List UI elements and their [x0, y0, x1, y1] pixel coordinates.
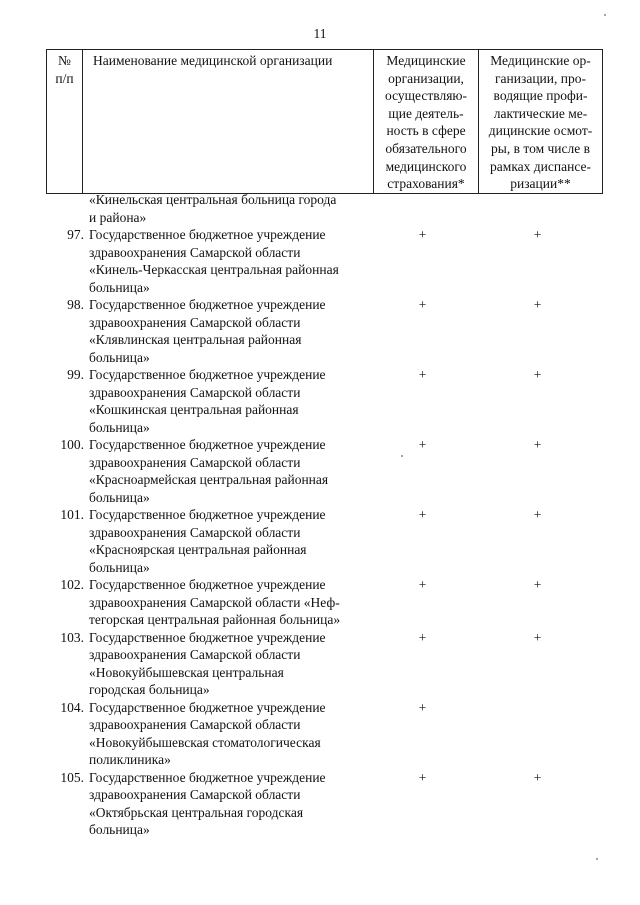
oms-mark: + [418, 577, 427, 592]
prophylactic-mark: + [533, 367, 542, 382]
table-row [46, 226, 602, 296]
organization-name-line: Государственное бюджетное учреждение [89, 367, 326, 382]
organization-name [84, 699, 370, 769]
organization-name-line: «Клявлинская центральная районная [89, 332, 302, 347]
row-number: 97. [67, 227, 84, 242]
scan-speck [604, 14, 606, 16]
organization-name-line: здравоохранения Самарской области [89, 314, 301, 330]
page-number: 11 [313, 26, 327, 41]
row-number: 104. [60, 699, 84, 715]
header-prophylactic-column [479, 50, 603, 194]
scan-speck [596, 858, 598, 860]
header-number-column [47, 50, 83, 194]
oms-mark: + [418, 227, 427, 242]
table-header [46, 49, 603, 194]
header-oms-column [374, 50, 479, 194]
oms-mark: + [418, 699, 427, 715]
header-text-line: Медицинские [386, 53, 466, 68]
organization-name [84, 296, 370, 366]
organization-name-line: больница» [89, 279, 150, 295]
row-number: 98. [67, 297, 84, 312]
header-text-line: дицинские осмот- [488, 123, 593, 139]
row-number: 102. [60, 577, 84, 592]
prophylactic-mark: + [533, 769, 542, 785]
row-number: 105. [60, 769, 84, 785]
organization-name-line: и района» [89, 209, 147, 225]
prophylactic-mark: + [533, 437, 542, 452]
prophylactic-mark [475, 191, 600, 226]
organization-name-line: больница» [89, 489, 150, 505]
header-text-line: ность в сфере [386, 123, 466, 139]
organization-name-line: здравоохранения Самарской области [89, 787, 301, 802]
header-text-line: ганизации, про- [495, 70, 586, 86]
header-name-column [83, 50, 374, 194]
header-text-line: осуществляю- [385, 88, 467, 104]
organization-name [84, 769, 370, 839]
organization-name [84, 506, 370, 576]
organization-name-line: здравоохранения Самарской области «Неф- [89, 594, 340, 610]
prophylactic-mark: + [533, 297, 542, 312]
organization-name [84, 629, 370, 699]
organization-name-line: Государственное бюджетное учреждение [89, 297, 326, 312]
organization-name-line: здравоохранения Самарской области [89, 717, 301, 732]
oms-mark: + [418, 367, 427, 382]
organization-name-line: городская больница» [89, 682, 210, 697]
table-row [46, 629, 602, 699]
table-row [46, 366, 602, 436]
organization-name-line: Государственное бюджетное учреждение [89, 629, 326, 645]
header-text-line: медицинского [385, 158, 467, 174]
header-text-line: щие деятель- [388, 105, 464, 121]
row-number: 99. [67, 367, 84, 382]
organization-list [46, 191, 602, 839]
organization-name-line: Государственное бюджетное учреждение [89, 577, 326, 592]
organization-name-line: здравоохранения Самарской области [89, 384, 301, 400]
row-number: 101. [60, 507, 84, 522]
row-number: 103. [60, 629, 84, 645]
header-text-line: № [58, 53, 71, 68]
organization-name-line: «Кошкинская центральная районная [89, 402, 299, 417]
prophylactic-mark: + [533, 227, 542, 242]
organization-name-line: больница» [89, 419, 150, 435]
table-row [46, 576, 602, 629]
organization-name [84, 436, 370, 506]
organization-name [84, 576, 370, 629]
prophylactic-mark: + [533, 629, 542, 645]
organization-name [84, 226, 370, 296]
header-text-line: обязательного [385, 140, 467, 156]
organization-name [84, 191, 370, 226]
prophylactic-mark: + [533, 507, 542, 522]
organization-name-line: тегорская центральная районная больница» [89, 612, 341, 627]
table-row [46, 296, 602, 366]
table-row [46, 699, 602, 769]
header-text-line: Наименование медицинской организации [93, 53, 333, 68]
organization-name-line: Государственное бюджетное учреждение [89, 227, 326, 242]
header-text-line: организации, [388, 70, 464, 86]
organization-name-line: «Красноармейская центральная районная [89, 472, 329, 487]
organization-name-line: «Кинельская центральная больница города [89, 192, 337, 207]
table-row [46, 506, 602, 576]
scan-speck [401, 455, 403, 457]
organization-name-line: больница» [89, 349, 150, 365]
oms-mark: + [418, 297, 427, 312]
organization-name-line: здравоохранения Самарской области [89, 454, 301, 470]
oms-mark: + [418, 507, 427, 522]
organization-name-line: Государственное бюджетное учреждение [89, 699, 326, 715]
prophylactic-mark: + [533, 577, 542, 592]
oms-mark [370, 191, 475, 226]
organization-name [84, 366, 370, 436]
organization-name-line: «Кинель-Черкасская центральная районная [89, 262, 339, 277]
organization-name-line: поликлиника» [89, 752, 171, 767]
organization-name-line: Государственное бюджетное учреждение [89, 769, 326, 785]
header-text-line: Медицинские ор- [490, 53, 591, 68]
row-number [46, 191, 84, 226]
oms-mark: + [418, 437, 427, 452]
prophylactic-mark [475, 699, 600, 769]
row-number: 100. [60, 437, 84, 452]
oms-mark: + [418, 629, 427, 645]
organization-name-line: здравоохранения Самарской области [89, 524, 301, 540]
table-row [46, 191, 602, 226]
organization-name-line: Государственное бюджетное учреждение [89, 437, 326, 452]
header-text-line: п/п [55, 70, 74, 86]
organization-name-line: больница» [89, 559, 150, 575]
organization-name-line: «Октябрьская центральная городская [89, 804, 304, 820]
organization-name-line: здравоохранения Самарской области [89, 244, 301, 260]
header-text-line: водящие профи- [493, 88, 588, 104]
organization-name-line: «Новокуйбышевская центральная [89, 664, 284, 680]
header-text-line: ризации** [510, 176, 571, 192]
table-row [46, 769, 602, 839]
header-text-line: ры, в том числе в [491, 140, 590, 156]
table-row [46, 436, 602, 506]
oms-mark: + [418, 769, 427, 785]
header-text-line: лактические ме- [493, 105, 588, 121]
header-text-line: рамках диспансе- [490, 158, 591, 174]
organization-name-line: «Новокуйбышевская стоматологическая [89, 734, 321, 750]
organization-name-line: здравоохранения Самарской области [89, 647, 301, 662]
organization-name-line: больница» [89, 822, 150, 837]
header-text-line: страхования* [387, 176, 465, 192]
organization-name-line: «Красноярская центральная районная [89, 542, 307, 557]
organization-name-line: Государственное бюджетное учреждение [89, 507, 326, 522]
